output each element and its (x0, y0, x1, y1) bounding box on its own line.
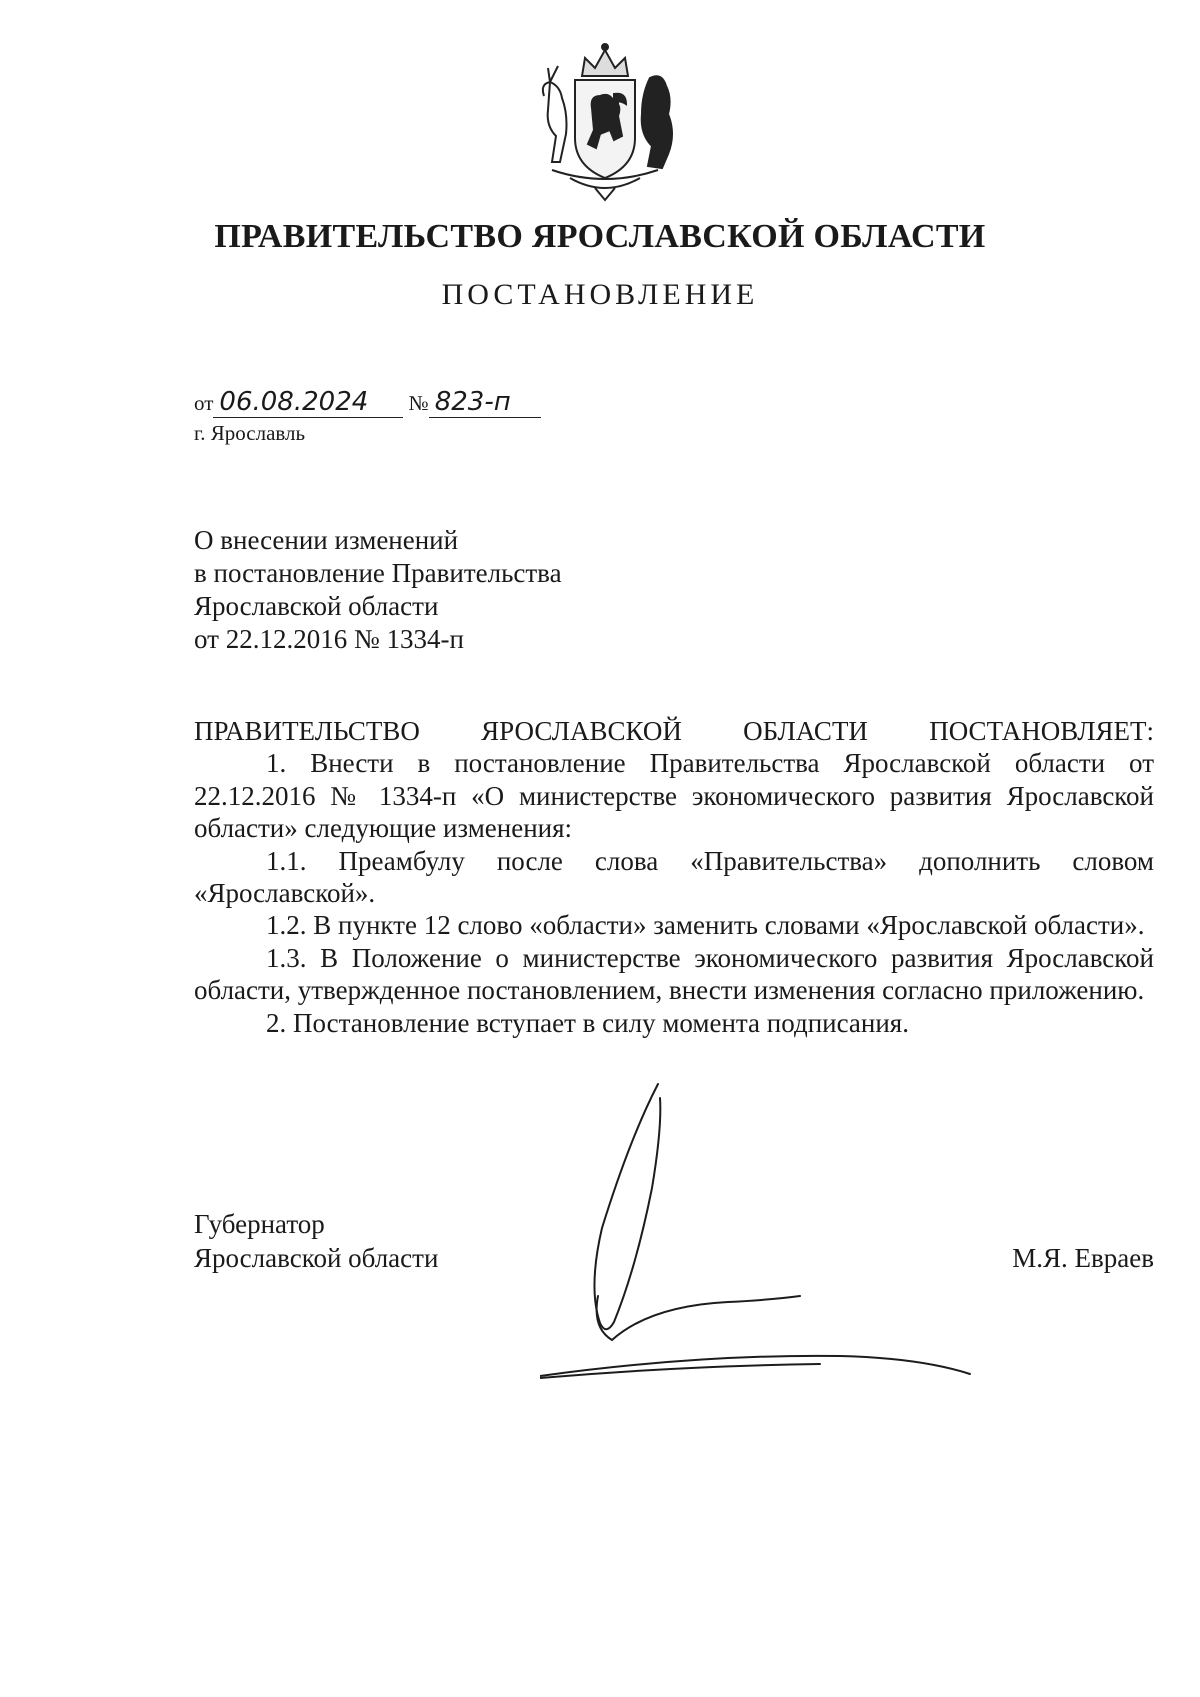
signer-position-line: Губернатор (194, 1209, 325, 1239)
clause-1-1: 1.1. Преамбулу после слова «Правительства» дополнить словом «Ярославской». (194, 845, 1154, 909)
preamble: ПРАВИТЕЛЬСТВО ЯРОСЛАВСКОЙ ОБЛАСТИ ПОСТАНОВЛЯЕТ: (194, 716, 1154, 746)
city: г. Ярославль (194, 421, 306, 445)
clause-1: 1. Внести в постановление Правительства Ярославской области от 22.12.2016 № 1334-п «О министерстве экономического развития Ярославской области» следующие изменения: (194, 748, 1154, 844)
coat-of-arms-icon (530, 38, 680, 203)
date-prefix: от (194, 391, 214, 415)
signer-position (194, 1207, 438, 1275)
document-subject (194, 524, 562, 656)
signer-name: М.Я. Евраев (1012, 1243, 1154, 1273)
handwritten-date: 06.08.2024 (213, 387, 403, 418)
subject-line: Ярославской области (194, 591, 439, 621)
subject-line: от 22.12.2016 № 1334-п (194, 624, 464, 654)
clause-1-3: 1.3. В Положение о министерстве экономического развития Ярославской области, утвержденное постановлением, внести изменения согласно приложению. (194, 942, 1154, 1006)
subject-line: О внесении изменений (194, 525, 459, 555)
clause-2: 2. Постановление вступает в силу момента подписания. (266, 1007, 909, 1038)
document-body (194, 715, 1154, 1039)
number-sign: № (408, 391, 429, 415)
signer-position-line: Ярославской области (194, 1243, 439, 1273)
dateline (194, 387, 541, 418)
signature-icon (540, 1078, 1020, 1408)
document-type: ПОСТАНОВЛЕНИЕ (441, 278, 759, 311)
government-title: ПРАВИТЕЛЬСТВО ЯРОСЛАВСКОЙ ОБЛАСТИ (214, 218, 986, 255)
clause-1-2: 1.2. В пункте 12 слово «области» заменить словами «Ярославской области». (266, 910, 1145, 941)
subject-line: в постановление Правительства (194, 558, 562, 588)
handwritten-number: 823-п (429, 387, 541, 418)
